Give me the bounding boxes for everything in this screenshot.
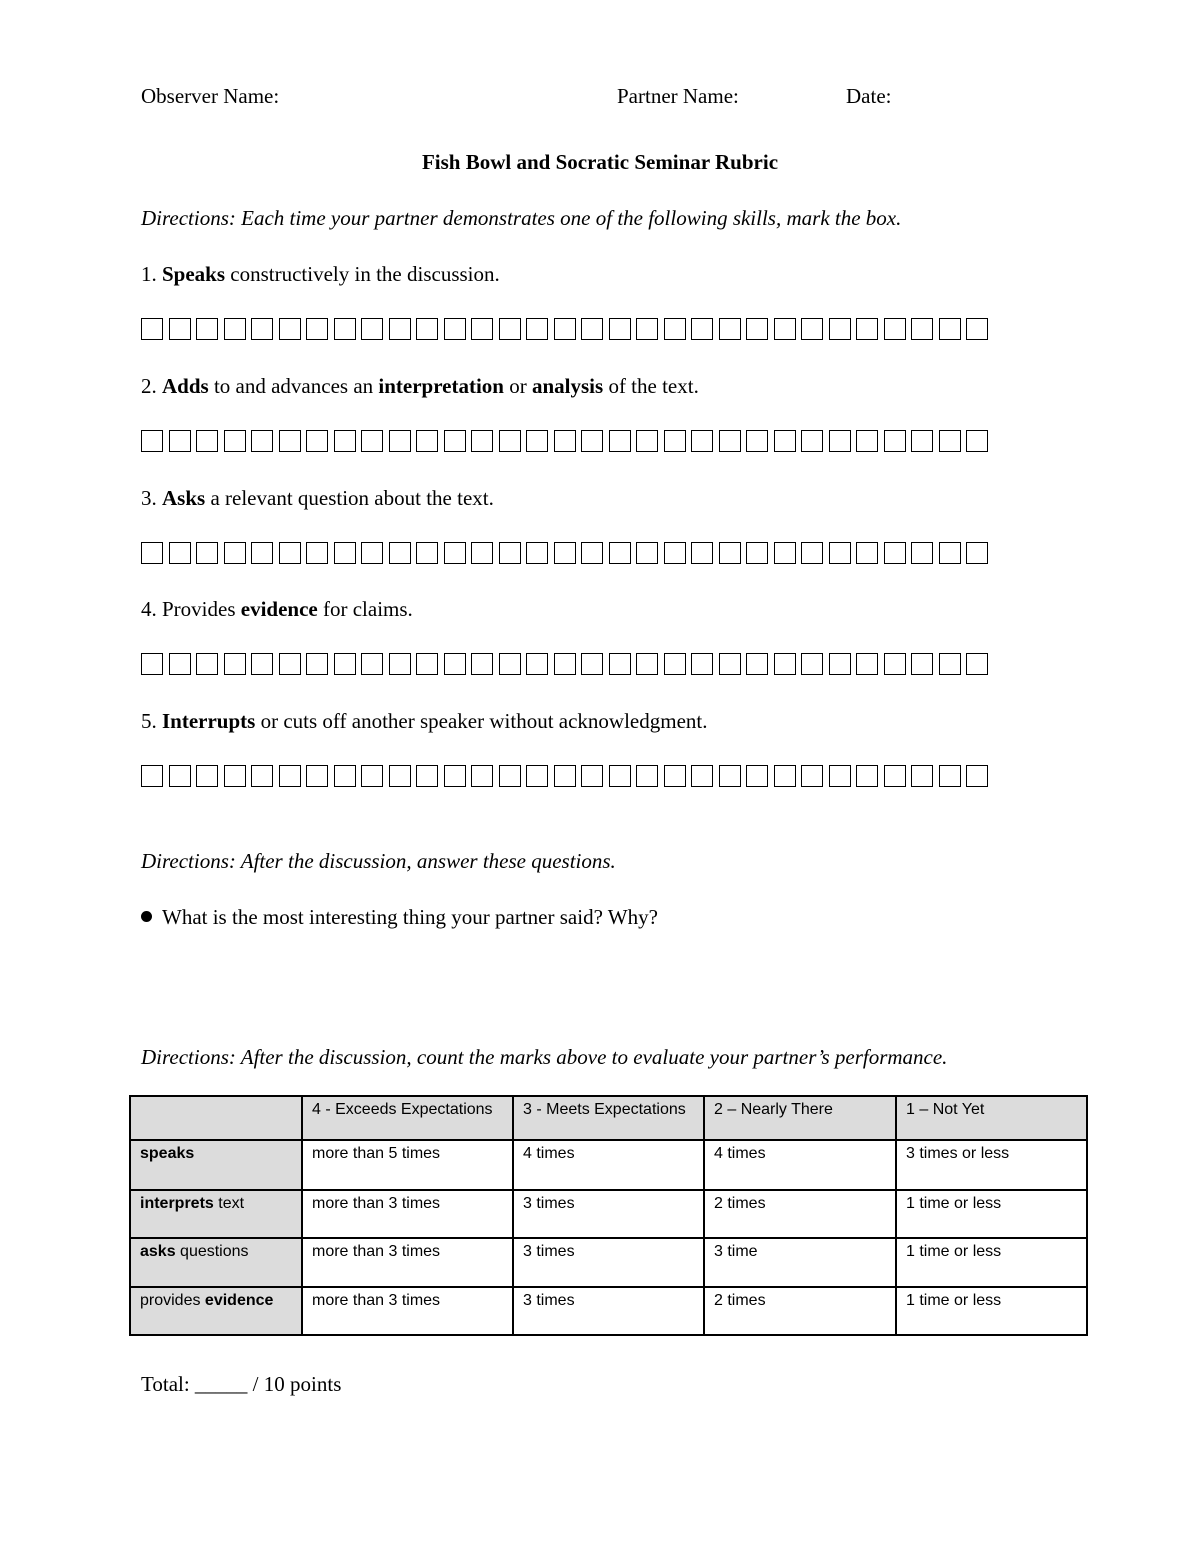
table-cell: 4 times	[704, 1140, 896, 1190]
tally-checkbox[interactable]	[251, 765, 273, 787]
tally-checkbox[interactable]	[169, 542, 191, 564]
table-cell: 3 times	[513, 1238, 704, 1287]
tally-checkbox[interactable]	[801, 542, 823, 564]
tally-checkbox[interactable]	[911, 653, 933, 675]
tally-checkbox[interactable]	[141, 430, 163, 452]
tally-checkbox[interactable]	[444, 653, 466, 675]
tally-checkbox[interactable]	[169, 765, 191, 787]
tally-checkbox[interactable]	[334, 318, 356, 340]
table-cell: more than 3 times	[302, 1287, 513, 1335]
tally-checkbox[interactable]	[856, 653, 878, 675]
tally-boxes-asks	[141, 542, 988, 564]
tally-checkbox[interactable]	[251, 430, 273, 452]
table-cell: more than 3 times	[302, 1190, 513, 1238]
tally-checkbox[interactable]	[774, 542, 796, 564]
tally-checkbox[interactable]	[939, 430, 961, 452]
skill-adds: 2. Adds to and advances an interpretation or analysis of the text.	[141, 374, 699, 398]
tally-checkbox[interactable]	[334, 542, 356, 564]
tally-checkbox[interactable]	[389, 653, 411, 675]
tally-checkbox[interactable]	[279, 653, 301, 675]
tally-checkbox[interactable]	[554, 430, 576, 452]
tally-checkbox[interactable]	[856, 430, 878, 452]
tally-checkbox[interactable]	[746, 653, 768, 675]
tally-checkbox[interactable]	[911, 430, 933, 452]
tally-checkbox[interactable]	[334, 430, 356, 452]
rubric-header-cell: 1 – Not Yet	[896, 1096, 1087, 1140]
tally-checkbox[interactable]	[664, 765, 686, 787]
tally-checkbox[interactable]	[224, 318, 246, 340]
tally-checkbox[interactable]	[691, 318, 713, 340]
tally-checkbox[interactable]	[389, 430, 411, 452]
tally-checkbox[interactable]	[609, 318, 631, 340]
tally-checkbox[interactable]	[856, 765, 878, 787]
tally-checkbox[interactable]	[911, 318, 933, 340]
tally-checkbox[interactable]	[526, 318, 548, 340]
tally-checkbox[interactable]	[746, 765, 768, 787]
table-cell: 1 time or less	[896, 1190, 1087, 1238]
tally-checkbox[interactable]	[884, 318, 906, 340]
tally-checkbox[interactable]	[196, 765, 218, 787]
tally-checkbox[interactable]	[554, 542, 576, 564]
tally-checkbox[interactable]	[141, 542, 163, 564]
tally-checkbox[interactable]	[829, 542, 851, 564]
tally-checkbox[interactable]	[829, 318, 851, 340]
tally-checkbox[interactable]	[884, 653, 906, 675]
tally-checkbox[interactable]	[691, 765, 713, 787]
tally-checkbox[interactable]	[636, 653, 658, 675]
tally-checkbox[interactable]	[801, 318, 823, 340]
table-row	[130, 1190, 1087, 1238]
skill-speaks: 1. Speaks constructively in the discussion.	[141, 262, 500, 286]
tally-checkbox[interactable]	[306, 765, 328, 787]
tally-checkbox[interactable]	[444, 318, 466, 340]
tally-checkbox[interactable]	[361, 765, 383, 787]
tally-checkbox[interactable]	[609, 653, 631, 675]
tally-checkbox[interactable]	[554, 653, 576, 675]
tally-checkbox[interactable]	[471, 542, 493, 564]
tally-checkbox[interactable]	[966, 542, 988, 564]
tally-checkbox[interactable]	[416, 430, 438, 452]
bullet-icon	[141, 911, 152, 922]
tally-checkbox[interactable]	[746, 318, 768, 340]
tally-checkbox[interactable]	[196, 430, 218, 452]
table-cell: 3 time	[704, 1238, 896, 1287]
tally-checkbox[interactable]	[966, 318, 988, 340]
tally-checkbox[interactable]	[361, 430, 383, 452]
tally-checkbox[interactable]	[939, 318, 961, 340]
tally-checkbox[interactable]	[966, 430, 988, 452]
skill-interrupts: 5. Interrupts or cuts off another speaker without acknowledgment.	[141, 709, 708, 733]
tally-checkbox[interactable]	[939, 765, 961, 787]
observer-name-label: Observer Name:	[141, 84, 280, 108]
criterion-cell: interprets text	[130, 1190, 302, 1238]
directions-answer-questions: Directions: After the discussion, answer these questions.	[141, 849, 616, 873]
tally-checkbox[interactable]	[526, 653, 548, 675]
rubric-header-cell: 4 - Exceeds Expectations	[302, 1096, 513, 1140]
tally-checkbox[interactable]	[306, 430, 328, 452]
tally-checkbox[interactable]	[581, 653, 603, 675]
tally-checkbox[interactable]	[251, 318, 273, 340]
partner-name-label: Partner Name:	[617, 84, 739, 108]
criterion-cell: speaks	[130, 1140, 302, 1190]
rubric-table	[129, 1095, 1088, 1336]
tally-checkbox[interactable]	[664, 542, 686, 564]
tally-checkbox[interactable]	[196, 653, 218, 675]
tally-checkbox[interactable]	[664, 653, 686, 675]
tally-checkbox[interactable]	[224, 542, 246, 564]
tally-checkbox[interactable]	[719, 542, 741, 564]
tally-checkbox[interactable]	[306, 653, 328, 675]
tally-checkbox[interactable]	[581, 318, 603, 340]
tally-checkbox[interactable]	[884, 430, 906, 452]
tally-checkbox[interactable]	[499, 430, 521, 452]
tally-checkbox[interactable]	[636, 430, 658, 452]
table-cell: 3 times	[513, 1190, 704, 1238]
rubric-header-cell: 3 - Meets Expectations	[513, 1096, 704, 1140]
tally-checkbox[interactable]	[774, 318, 796, 340]
total-points: Total: _____ / 10 points	[141, 1372, 342, 1396]
skill-asks: 3. Asks a relevant question about the text.	[141, 486, 494, 510]
tally-checkbox[interactable]	[169, 653, 191, 675]
tally-checkbox[interactable]	[746, 542, 768, 564]
tally-checkbox[interactable]	[911, 542, 933, 564]
table-row	[130, 1287, 1087, 1335]
tally-checkbox[interactable]	[691, 542, 713, 564]
tally-checkbox[interactable]	[389, 318, 411, 340]
tally-checkbox[interactable]	[609, 430, 631, 452]
tally-checkbox[interactable]	[939, 653, 961, 675]
date-label: Date:	[846, 84, 892, 108]
tally-checkbox[interactable]	[389, 542, 411, 564]
tally-checkbox[interactable]	[829, 430, 851, 452]
tally-checkbox[interactable]	[526, 765, 548, 787]
tally-checkbox[interactable]	[499, 542, 521, 564]
tally-checkbox[interactable]	[719, 430, 741, 452]
page-title: Fish Bowl and Socratic Seminar Rubric	[421, 150, 779, 174]
tally-checkbox[interactable]	[774, 765, 796, 787]
tally-checkbox[interactable]	[636, 542, 658, 564]
tally-checkbox[interactable]	[141, 765, 163, 787]
tally-checkbox[interactable]	[471, 430, 493, 452]
tally-checkbox[interactable]	[471, 765, 493, 787]
table-cell: 1 time or less	[896, 1238, 1087, 1287]
tally-checkbox[interactable]	[306, 318, 328, 340]
tally-checkbox[interactable]	[306, 542, 328, 564]
tally-checkbox[interactable]	[966, 653, 988, 675]
tally-checkbox[interactable]	[966, 765, 988, 787]
tally-boxes-evidence	[141, 653, 988, 675]
criterion-cell: asks questions	[130, 1238, 302, 1287]
tally-checkbox[interactable]	[224, 765, 246, 787]
tally-checkbox[interactable]	[581, 542, 603, 564]
tally-checkbox[interactable]	[471, 653, 493, 675]
tally-checkbox[interactable]	[444, 765, 466, 787]
tally-checkbox[interactable]	[444, 542, 466, 564]
tally-checkbox[interactable]	[279, 542, 301, 564]
tally-checkbox[interactable]	[141, 653, 163, 675]
tally-boxes-interrupts	[141, 765, 988, 787]
tally-checkbox[interactable]	[691, 653, 713, 675]
tally-checkbox[interactable]	[224, 653, 246, 675]
tally-checkbox[interactable]	[884, 542, 906, 564]
rubric-header-cell	[130, 1096, 302, 1140]
tally-checkbox[interactable]	[471, 318, 493, 340]
tally-checkbox[interactable]	[719, 653, 741, 675]
tally-checkbox[interactable]	[554, 318, 576, 340]
tally-checkbox[interactable]	[169, 318, 191, 340]
tally-checkbox[interactable]	[774, 653, 796, 675]
tally-checkbox[interactable]	[499, 765, 521, 787]
tally-checkbox[interactable]	[609, 765, 631, 787]
tally-checkbox[interactable]	[856, 318, 878, 340]
tally-checkbox[interactable]	[499, 653, 521, 675]
tally-checkbox[interactable]	[389, 765, 411, 787]
table-row	[130, 1238, 1087, 1287]
tally-checkbox[interactable]	[334, 765, 356, 787]
tally-checkbox[interactable]	[581, 430, 603, 452]
tally-checkbox[interactable]	[361, 653, 383, 675]
tally-checkbox[interactable]	[636, 765, 658, 787]
tally-checkbox[interactable]	[251, 542, 273, 564]
rubric-header-cell: 2 – Nearly There	[704, 1096, 896, 1140]
skill-evidence: 4. Provides evidence for claims.	[141, 597, 413, 621]
table-cell: 1 time or less	[896, 1287, 1087, 1335]
tally-checkbox[interactable]	[361, 318, 383, 340]
table-cell: more than 5 times	[302, 1140, 513, 1190]
tally-checkbox[interactable]	[416, 765, 438, 787]
table-cell: 2 times	[704, 1190, 896, 1238]
tally-boxes-speaks	[141, 318, 988, 340]
criterion-cell: provides evidence	[130, 1287, 302, 1335]
tally-checkbox[interactable]	[719, 765, 741, 787]
tally-checkbox[interactable]	[554, 765, 576, 787]
table-row	[130, 1140, 1087, 1190]
tally-checkbox[interactable]	[884, 765, 906, 787]
tally-checkbox[interactable]	[141, 318, 163, 340]
tally-checkbox[interactable]	[416, 653, 438, 675]
table-cell: 3 times	[513, 1287, 704, 1335]
tally-checkbox[interactable]	[196, 318, 218, 340]
tally-checkbox[interactable]	[196, 542, 218, 564]
tally-checkbox[interactable]	[416, 542, 438, 564]
tally-checkbox[interactable]	[526, 430, 548, 452]
tally-checkbox[interactable]	[361, 542, 383, 564]
tally-checkbox[interactable]	[774, 430, 796, 452]
tally-checkbox[interactable]	[664, 318, 686, 340]
tally-checkbox[interactable]	[169, 430, 191, 452]
tally-checkbox[interactable]	[334, 653, 356, 675]
table-cell: 3 times or less	[896, 1140, 1087, 1190]
tally-checkbox[interactable]	[829, 653, 851, 675]
tally-checkbox[interactable]	[801, 765, 823, 787]
table-cell: 4 times	[513, 1140, 704, 1190]
tally-checkbox[interactable]	[829, 765, 851, 787]
tally-checkbox[interactable]	[636, 318, 658, 340]
directions-mark-boxes: Directions: Each time your partner demonstrates one of the following skills, mark the box.	[141, 206, 902, 230]
directions-evaluate: Directions: After the discussion, count the marks above to evaluate your partner’s performance.	[141, 1045, 948, 1069]
tally-checkbox[interactable]	[444, 430, 466, 452]
tally-checkbox[interactable]	[939, 542, 961, 564]
table-cell: 2 times	[704, 1287, 896, 1335]
tally-checkbox[interactable]	[719, 318, 741, 340]
tally-checkbox[interactable]	[416, 318, 438, 340]
tally-checkbox[interactable]	[609, 542, 631, 564]
tally-checkbox[interactable]	[801, 430, 823, 452]
tally-checkbox[interactable]	[911, 765, 933, 787]
tally-checkbox[interactable]	[746, 430, 768, 452]
tally-checkbox[interactable]	[856, 542, 878, 564]
tally-checkbox[interactable]	[224, 430, 246, 452]
tally-checkbox[interactable]	[801, 653, 823, 675]
tally-boxes-adds	[141, 430, 988, 452]
tally-checkbox[interactable]	[279, 430, 301, 452]
tally-checkbox[interactable]	[691, 430, 713, 452]
question-item: What is the most interesting thing your partner said? Why?	[141, 905, 658, 930]
tally-checkbox[interactable]	[664, 430, 686, 452]
tally-checkbox[interactable]	[251, 653, 273, 675]
tally-checkbox[interactable]	[526, 542, 548, 564]
tally-checkbox[interactable]	[279, 765, 301, 787]
tally-checkbox[interactable]	[499, 318, 521, 340]
table-cell: more than 3 times	[302, 1238, 513, 1287]
rubric-header-row	[130, 1096, 1087, 1140]
tally-checkbox[interactable]	[581, 765, 603, 787]
tally-checkbox[interactable]	[279, 318, 301, 340]
